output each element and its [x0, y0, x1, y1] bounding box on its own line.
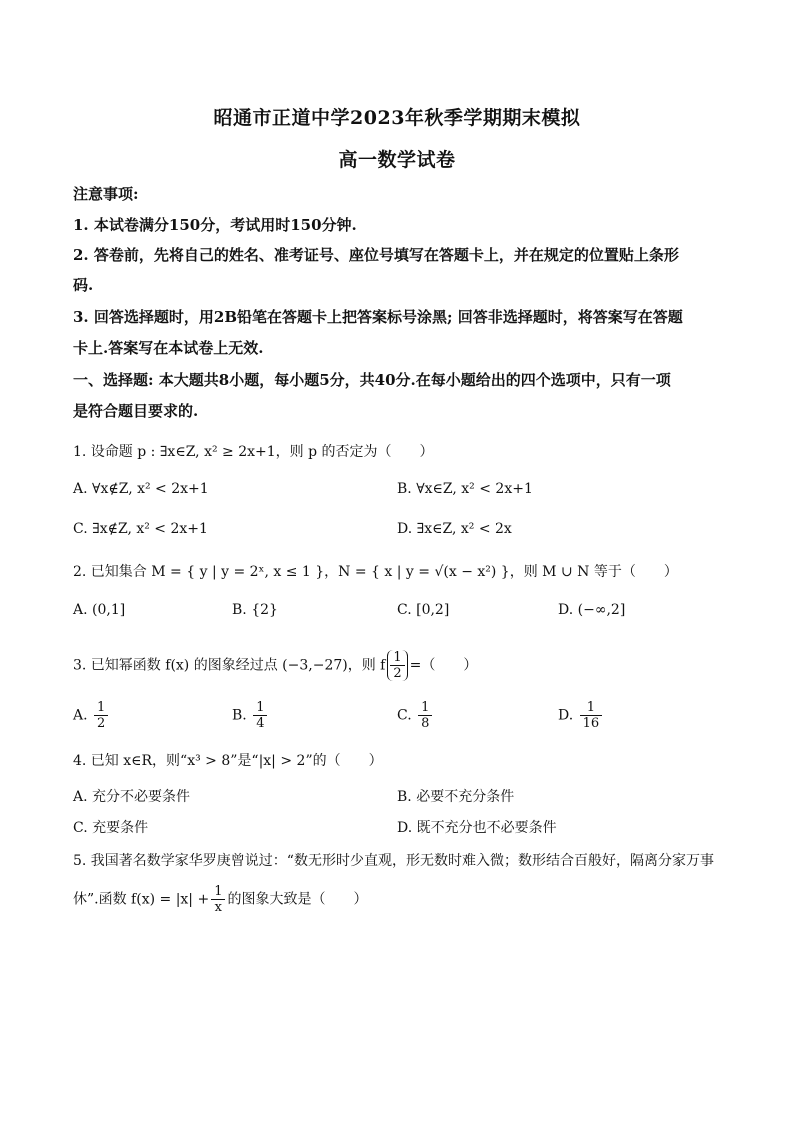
question-3-option-a-frac — [94, 700, 108, 731]
question-3-option-c-letter: C. — [397, 707, 412, 724]
frac-den: 16 — [582, 716, 600, 731]
question-4-option-d: D. 既不充分也不必要条件 — [397, 820, 557, 836]
question-3-option-a-letter: A. — [73, 707, 88, 724]
question-3-frac-num: 1 — [390, 650, 404, 666]
notice-item-3-cont: 卡上.答案写在本试卷上无效. — [73, 339, 264, 357]
exam-subtitle: 高一数学试卷 — [338, 149, 456, 171]
section-heading: 一、选择题: 本大题共8小题，每小题5分，共40分.在每小题给出的四个选项中，只有一项 — [73, 371, 671, 389]
frac-den: x — [214, 900, 223, 915]
question-2-option-a: A. (0,1] — [73, 602, 126, 618]
question-3-option-d — [558, 700, 604, 731]
question-2-option-d: D. (−∞,2] — [558, 602, 626, 618]
question-3-stem-text: 3. 已知幂函数 f(x) 的图象经过点 (−3,−27)，则 f — [73, 657, 386, 674]
question-3-stem-end: =（ ） — [409, 657, 478, 674]
question-3-option-a — [73, 700, 110, 731]
question-4-option-b: B. 必要不充分条件 — [397, 789, 515, 805]
frac-den: 2 — [97, 716, 106, 731]
question-2-option-c: C. [0,2] — [397, 602, 450, 618]
question-1-option-c: C. ∃x∉Z, x² < 2x+1 — [73, 521, 208, 537]
section-heading-cont: 是符合题目要求的. — [73, 402, 199, 420]
frac-num: 1 — [580, 700, 603, 716]
question-1-stem: 1. 设命题 p : ∃x∈Z, x² ≥ 2x+1，则 p 的否定为（ ） — [73, 444, 434, 460]
question-2-stem: 2. 已知集合 M = { y | y = 2ˣ, x ≤ 1 }，N = { x | y = √(x − x²) }，则 M ∪ N 等于（ ） — [73, 564, 678, 580]
question-3-frac-den: 2 — [393, 666, 402, 681]
question-1-option-d: D. ∃x∈Z, x² < 2x — [397, 521, 512, 537]
question-3-option-b-letter: B. — [232, 707, 247, 724]
frac-num: 1 — [418, 700, 432, 716]
question-3-option-c-frac — [418, 700, 432, 731]
question-2-option-b: B. {2} — [232, 602, 278, 618]
question-3-option-d-letter: D. — [558, 707, 574, 724]
question-3-option-d-frac — [580, 700, 603, 731]
question-4-option-a: A. 充分不必要条件 — [73, 789, 191, 805]
question-5-stem: 5. 我国著名数学家华罗庚曾说过：“数无形时少直观，形无数时难入微；数形结合百般好，隔离分家万事 — [73, 853, 714, 869]
notice-item-2: 2. 答卷前，先将自己的姓名、准考证号、座位号填写在答题卡上，并在规定的位置贴上条形 — [73, 246, 679, 264]
notice-heading: 注意事项: — [73, 185, 139, 203]
question-3-option-b-frac — [253, 700, 267, 731]
question-3-stem — [73, 650, 477, 681]
question-5-stem-cont — [73, 884, 367, 915]
question-1-option-b: B. ∀x∈Z, x² < 2x+1 — [397, 481, 533, 497]
question-4-stem: 4. 已知 x∈R，则“x³ > 8”是“|x| > 2”的（ ） — [73, 753, 383, 769]
frac-num: 1 — [94, 700, 108, 716]
question-3-fraction — [387, 650, 407, 681]
question-5-fraction — [211, 884, 225, 915]
question-5-stem-end: 的图象大致是（ ） — [227, 891, 368, 908]
frac-den: 8 — [421, 716, 430, 731]
notice-item-1: 1. 本试卷满分150分，考试用时150分钟. — [73, 216, 357, 234]
question-1-option-a: A. ∀x∉Z, x² < 2x+1 — [73, 481, 209, 497]
frac-num: 1 — [253, 700, 267, 716]
question-3-option-b — [232, 700, 269, 731]
frac-num: 1 — [211, 884, 225, 900]
question-5-stem-text: 休”.函数 f(x) = |x| + — [73, 891, 210, 908]
notice-item-3: 3. 回答选择题时，用2B铅笔在答题卡上把答案标号涂黑; 回答非选择题时，将答案写在答题 — [73, 308, 683, 326]
frac-den: 4 — [256, 716, 265, 731]
question-4-option-c: C. 充要条件 — [73, 820, 149, 836]
notice-item-2-cont: 码. — [73, 276, 94, 294]
exam-title: 昭通市正道中学2023年秋季学期期末模拟 — [213, 107, 581, 129]
question-3-option-c — [397, 700, 434, 731]
